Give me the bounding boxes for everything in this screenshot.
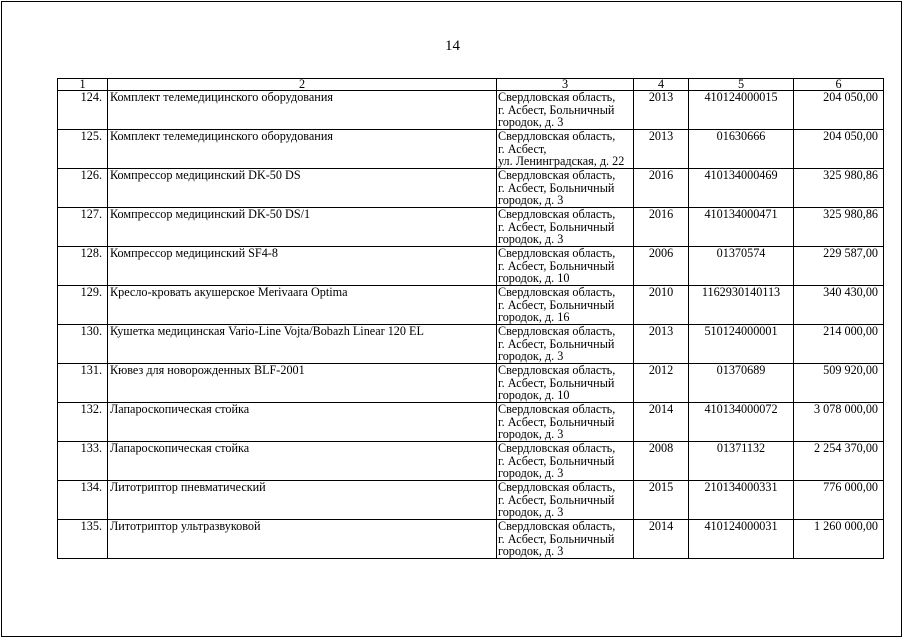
item-address <box>497 481 634 520</box>
item-address <box>497 169 634 208</box>
address-line: ул. Ленинградская, д. 22 <box>498 154 625 168</box>
item-name: Литотриптор ультразвуковой <box>108 520 497 559</box>
inventory-number: 410134000469 <box>689 169 794 208</box>
address-line: городок, д. 3 <box>498 193 564 207</box>
row-number: 129. <box>58 286 108 325</box>
address-line: городок, д. 3 <box>498 466 564 480</box>
item-address <box>497 325 634 364</box>
table-row <box>58 364 884 403</box>
row-number: 134. <box>58 481 108 520</box>
item-year: 2012 <box>634 364 689 403</box>
item-year: 2006 <box>634 247 689 286</box>
column-header-5: 5 <box>689 79 794 91</box>
table-row <box>58 208 884 247</box>
address-line: городок, д. 10 <box>498 271 570 285</box>
item-name: Компрессор медицинский DK-50 DS <box>108 169 497 208</box>
inventory-number: 410124000015 <box>689 91 794 130</box>
item-year: 2008 <box>634 442 689 481</box>
item-year: 2014 <box>634 520 689 559</box>
row-number: 124. <box>58 91 108 130</box>
table-row <box>58 286 884 325</box>
item-cost: 325 980,86 <box>794 208 884 247</box>
address-line: городок, д. 3 <box>498 115 564 129</box>
row-number: 127. <box>58 208 108 247</box>
page-number: 14 <box>445 38 460 54</box>
item-address <box>497 208 634 247</box>
item-cost: 204 050,00 <box>794 130 884 169</box>
item-address <box>497 130 634 169</box>
item-cost: 1 260 000,00 <box>794 520 884 559</box>
item-cost: 229 587,00 <box>794 247 884 286</box>
row-number: 132. <box>58 403 108 442</box>
item-name: Компрессор медицинский DK-50 DS/1 <box>108 208 497 247</box>
address-line: Свердловская область, <box>498 285 616 299</box>
table-row <box>58 442 884 481</box>
item-cost: 3 078 000,00 <box>794 403 884 442</box>
column-header-3: 3 <box>497 79 634 91</box>
address-line: Свердловская область, <box>498 129 616 143</box>
address-line: г. Асбест, Больничный <box>498 453 615 468</box>
column-header-6: 6 <box>794 79 884 91</box>
row-number: 133. <box>58 442 108 481</box>
item-address <box>497 286 634 325</box>
item-cost: 325 980,86 <box>794 169 884 208</box>
row-number: 131. <box>58 364 108 403</box>
address-line: г. Асбест, Больничный <box>498 258 615 273</box>
address-line: городок, д. 3 <box>498 232 564 246</box>
column-header-4: 4 <box>634 79 689 91</box>
inventory-number: 410134000471 <box>689 208 794 247</box>
address-line: г. Асбест, Больничный <box>498 414 615 429</box>
item-name: Компрессор медицинский SF4-8 <box>108 247 497 286</box>
item-address <box>497 442 634 481</box>
inventory-number: 410124000031 <box>689 520 794 559</box>
inventory-number: 01630666 <box>689 130 794 169</box>
item-name: Кресло-кровать акушерское Merivaara Optima <box>108 286 497 325</box>
table-row <box>58 520 884 559</box>
item-cost: 214 000,00 <box>794 325 884 364</box>
address-line: городок, д. 3 <box>498 427 564 441</box>
item-cost: 509 920,00 <box>794 364 884 403</box>
address-line: г. Асбест, Больничный <box>498 297 615 312</box>
item-address <box>497 520 634 559</box>
address-line: Свердловская область, <box>498 90 616 104</box>
item-year: 2016 <box>634 169 689 208</box>
address-line: г. Асбест, Больничный <box>498 102 615 117</box>
item-cost: 2 254 370,00 <box>794 442 884 481</box>
item-year: 2015 <box>634 481 689 520</box>
address-line: Свердловская область, <box>498 246 616 260</box>
address-line: г. Асбест, <box>498 141 547 156</box>
address-line: городок, д. 10 <box>498 388 570 402</box>
table-body <box>58 91 884 559</box>
item-name: Комплект телемедицинского оборудования <box>108 130 497 169</box>
item-name: Кювез для новорожденных BLF-2001 <box>108 364 497 403</box>
inventory-number: 01370689 <box>689 364 794 403</box>
item-name: Кушетка медицинская Vario-Line Vojta/Bobazh Linear 120 EL <box>108 325 497 364</box>
row-number: 126. <box>58 169 108 208</box>
item-address <box>497 91 634 130</box>
item-cost: 340 430,00 <box>794 286 884 325</box>
inventory-number: 01370574 <box>689 247 794 286</box>
item-year: 2014 <box>634 403 689 442</box>
address-line: Свердловская область, <box>498 363 616 377</box>
inventory-number: 210134000331 <box>689 481 794 520</box>
address-line: городок, д. 3 <box>498 505 564 519</box>
inventory-number: 510124000001 <box>689 325 794 364</box>
inventory-number: 410134000072 <box>689 403 794 442</box>
address-line: г. Асбест, Больничный <box>498 492 615 507</box>
item-name: Лапароскопическая стойка <box>108 403 497 442</box>
table-row <box>58 169 884 208</box>
address-line: г. Асбест, Больничный <box>498 219 615 234</box>
table-row <box>58 403 884 442</box>
address-line: Свердловская область, <box>498 480 616 494</box>
item-year: 2013 <box>634 130 689 169</box>
table-header-row <box>58 79 884 91</box>
column-header-1: 1 <box>58 79 108 91</box>
item-name: Литотриптор пневматический <box>108 481 497 520</box>
row-number: 135. <box>58 520 108 559</box>
address-line: городок, д. 3 <box>498 349 564 363</box>
row-number: 125. <box>58 130 108 169</box>
table-row <box>58 91 884 130</box>
item-year: 2016 <box>634 208 689 247</box>
address-line: Свердловская область, <box>498 207 616 221</box>
address-line: Свердловская область, <box>498 441 616 455</box>
address-line: г. Асбест, Больничный <box>498 375 615 390</box>
item-address <box>497 247 634 286</box>
table-row <box>58 325 884 364</box>
address-line: Свердловская область, <box>498 519 616 533</box>
address-line: Свердловская область, <box>498 324 616 338</box>
inventory-number: 01371132 <box>689 442 794 481</box>
item-address <box>497 364 634 403</box>
item-year: 2010 <box>634 286 689 325</box>
address-line: городок, д. 16 <box>498 310 570 324</box>
item-name: Лапароскопическая стойка <box>108 442 497 481</box>
row-number: 128. <box>58 247 108 286</box>
item-year: 2013 <box>634 325 689 364</box>
address-line: городок, д. 3 <box>498 544 564 558</box>
address-line: г. Асбест, Больничный <box>498 180 615 195</box>
table-row <box>58 481 884 520</box>
inventory-table <box>57 78 884 559</box>
address-line: г. Асбест, Больничный <box>498 336 615 351</box>
item-cost: 776 000,00 <box>794 481 884 520</box>
inventory-number: 1162930140113 <box>689 286 794 325</box>
address-line: Свердловская область, <box>498 402 616 416</box>
item-cost: 204 050,00 <box>794 91 884 130</box>
item-name: Комплект телемедицинского оборудования <box>108 91 497 130</box>
address-line: г. Асбест, Больничный <box>498 531 615 546</box>
item-address <box>497 403 634 442</box>
column-header-2: 2 <box>108 79 497 91</box>
row-number: 130. <box>58 325 108 364</box>
table-row <box>58 247 884 286</box>
address-line: Свердловская область, <box>498 168 616 182</box>
table-row <box>58 130 884 169</box>
item-year: 2013 <box>634 91 689 130</box>
